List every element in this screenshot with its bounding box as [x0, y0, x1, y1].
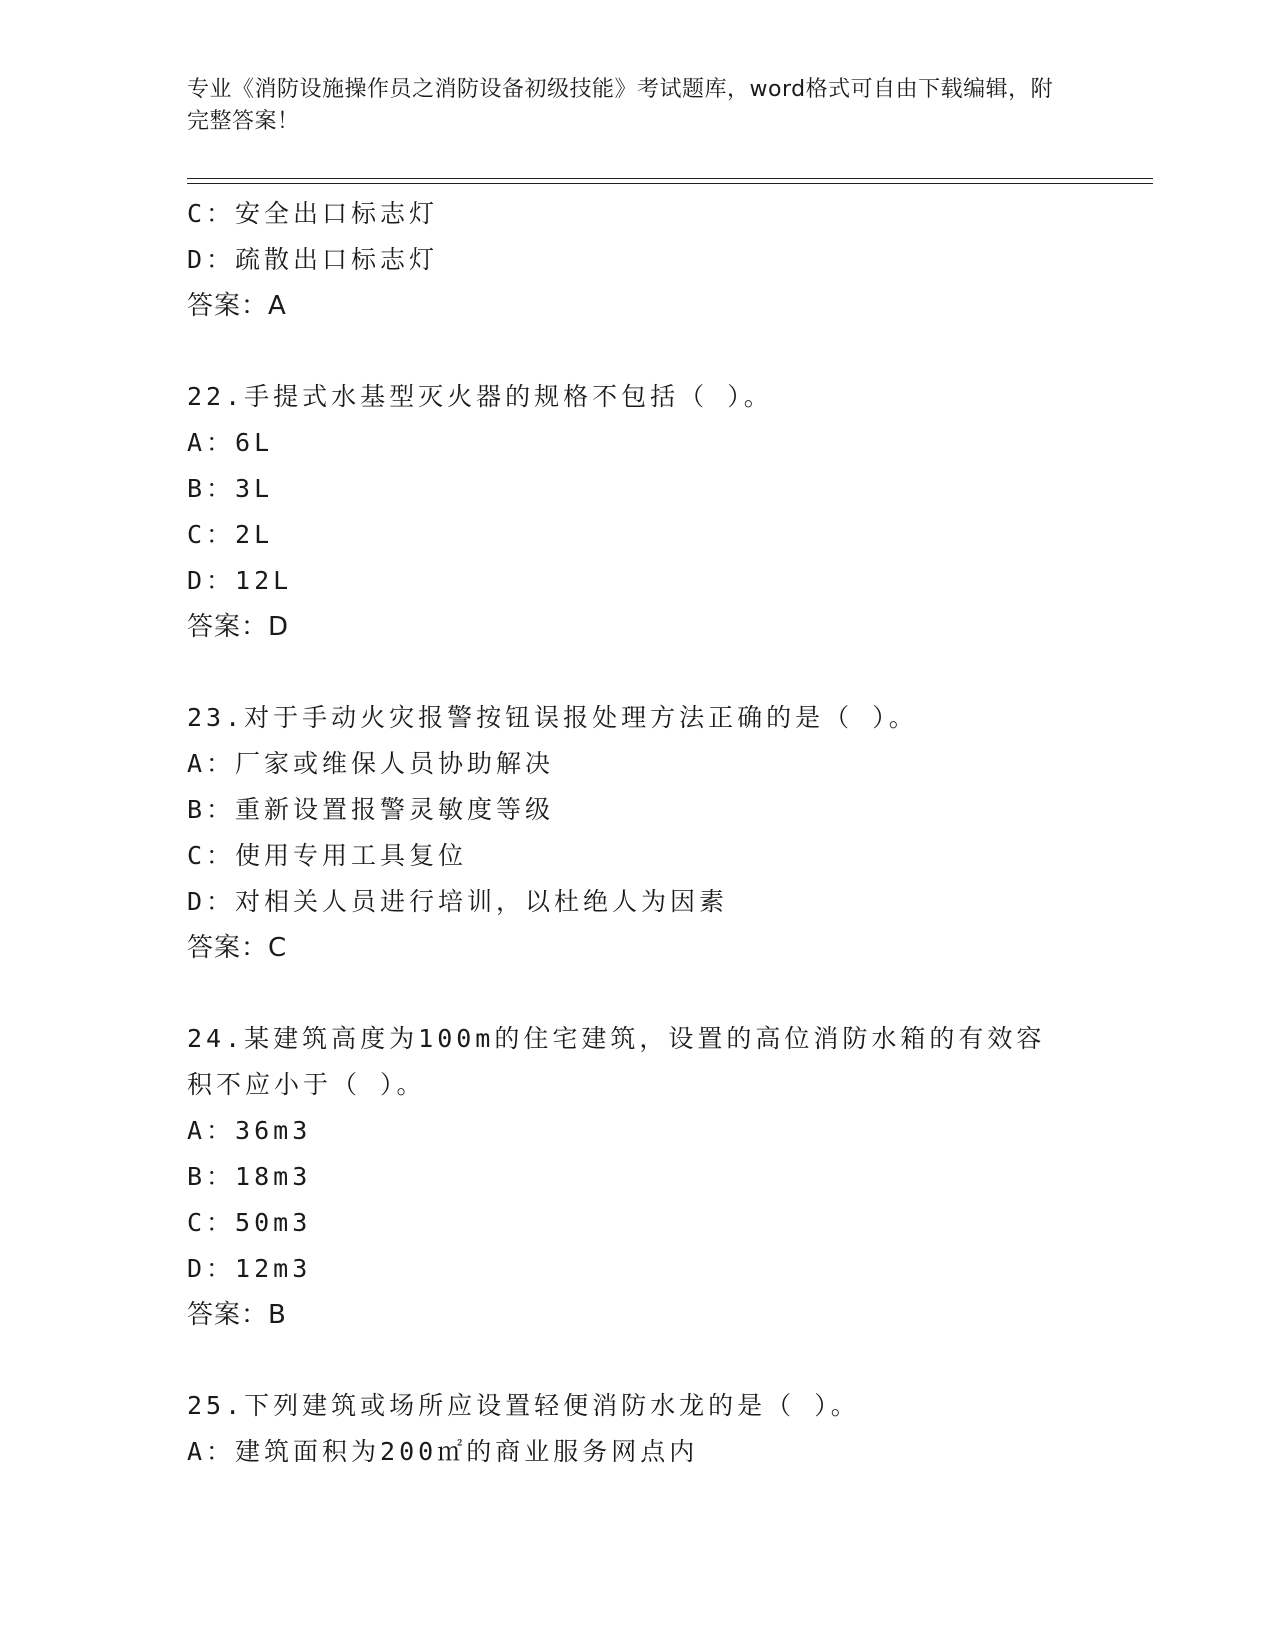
question-25: [187, 1383, 1153, 1475]
question-text: 24.某建筑高度为100m的住宅建筑，设置的高位消防水箱的有效容积不应小于（ ）。: [187, 1024, 1046, 1099]
answer-line: 答案：B: [187, 1300, 287, 1330]
continued-question: [187, 191, 1153, 329]
option-a: A：6L: [187, 428, 274, 457]
option-a: A：建筑面积为200㎡的商业服务网点内: [187, 1437, 699, 1466]
document-header: 专业《消防设施操作员之消防设备初级技能》考试题库，word格式可自由下载编辑，附完整答案！: [187, 77, 1054, 134]
option-a: A：36m3: [187, 1116, 312, 1145]
answer-line: 答案：D: [187, 612, 290, 642]
question-text: 25.下列建筑或场所应设置轻便消防水龙的是（ ）。: [187, 1391, 860, 1420]
question-23: [187, 695, 1153, 971]
option-b: B：重新设置报警灵敏度等级: [187, 795, 555, 824]
option-c: C：50m3: [187, 1208, 312, 1237]
option-d: D：对相关人员进行培训，以杜绝人为因素: [187, 887, 729, 916]
question-text: 23.对于手动火灾报警按钮误报处理方法正确的是（ ）。: [187, 703, 918, 732]
header-divider-bottom: [187, 183, 1153, 184]
option-d: D：疏散出口标志灯: [187, 245, 439, 274]
option-d: D：12L: [187, 566, 293, 595]
option-d: D：12m3: [187, 1254, 312, 1283]
option-a: A：厂家或维保人员协助解决: [187, 749, 555, 778]
option-c: C：安全出口标志灯: [187, 199, 439, 228]
question-22: [187, 374, 1153, 650]
question-text: 22.手提式水基型灭火器的规格不包括（ ）。: [187, 382, 773, 411]
answer-line: 答案：A: [187, 291, 287, 321]
option-c: C：使用专用工具复位: [187, 841, 468, 870]
option-b: B：18m3: [187, 1162, 312, 1191]
option-c: C：2L: [187, 520, 274, 549]
option-b: B：3L: [187, 474, 274, 503]
question-24: [187, 1016, 1153, 1338]
question-list: [187, 191, 1153, 1475]
answer-line: 答案：C: [187, 933, 288, 963]
header-divider-top: [187, 178, 1153, 179]
